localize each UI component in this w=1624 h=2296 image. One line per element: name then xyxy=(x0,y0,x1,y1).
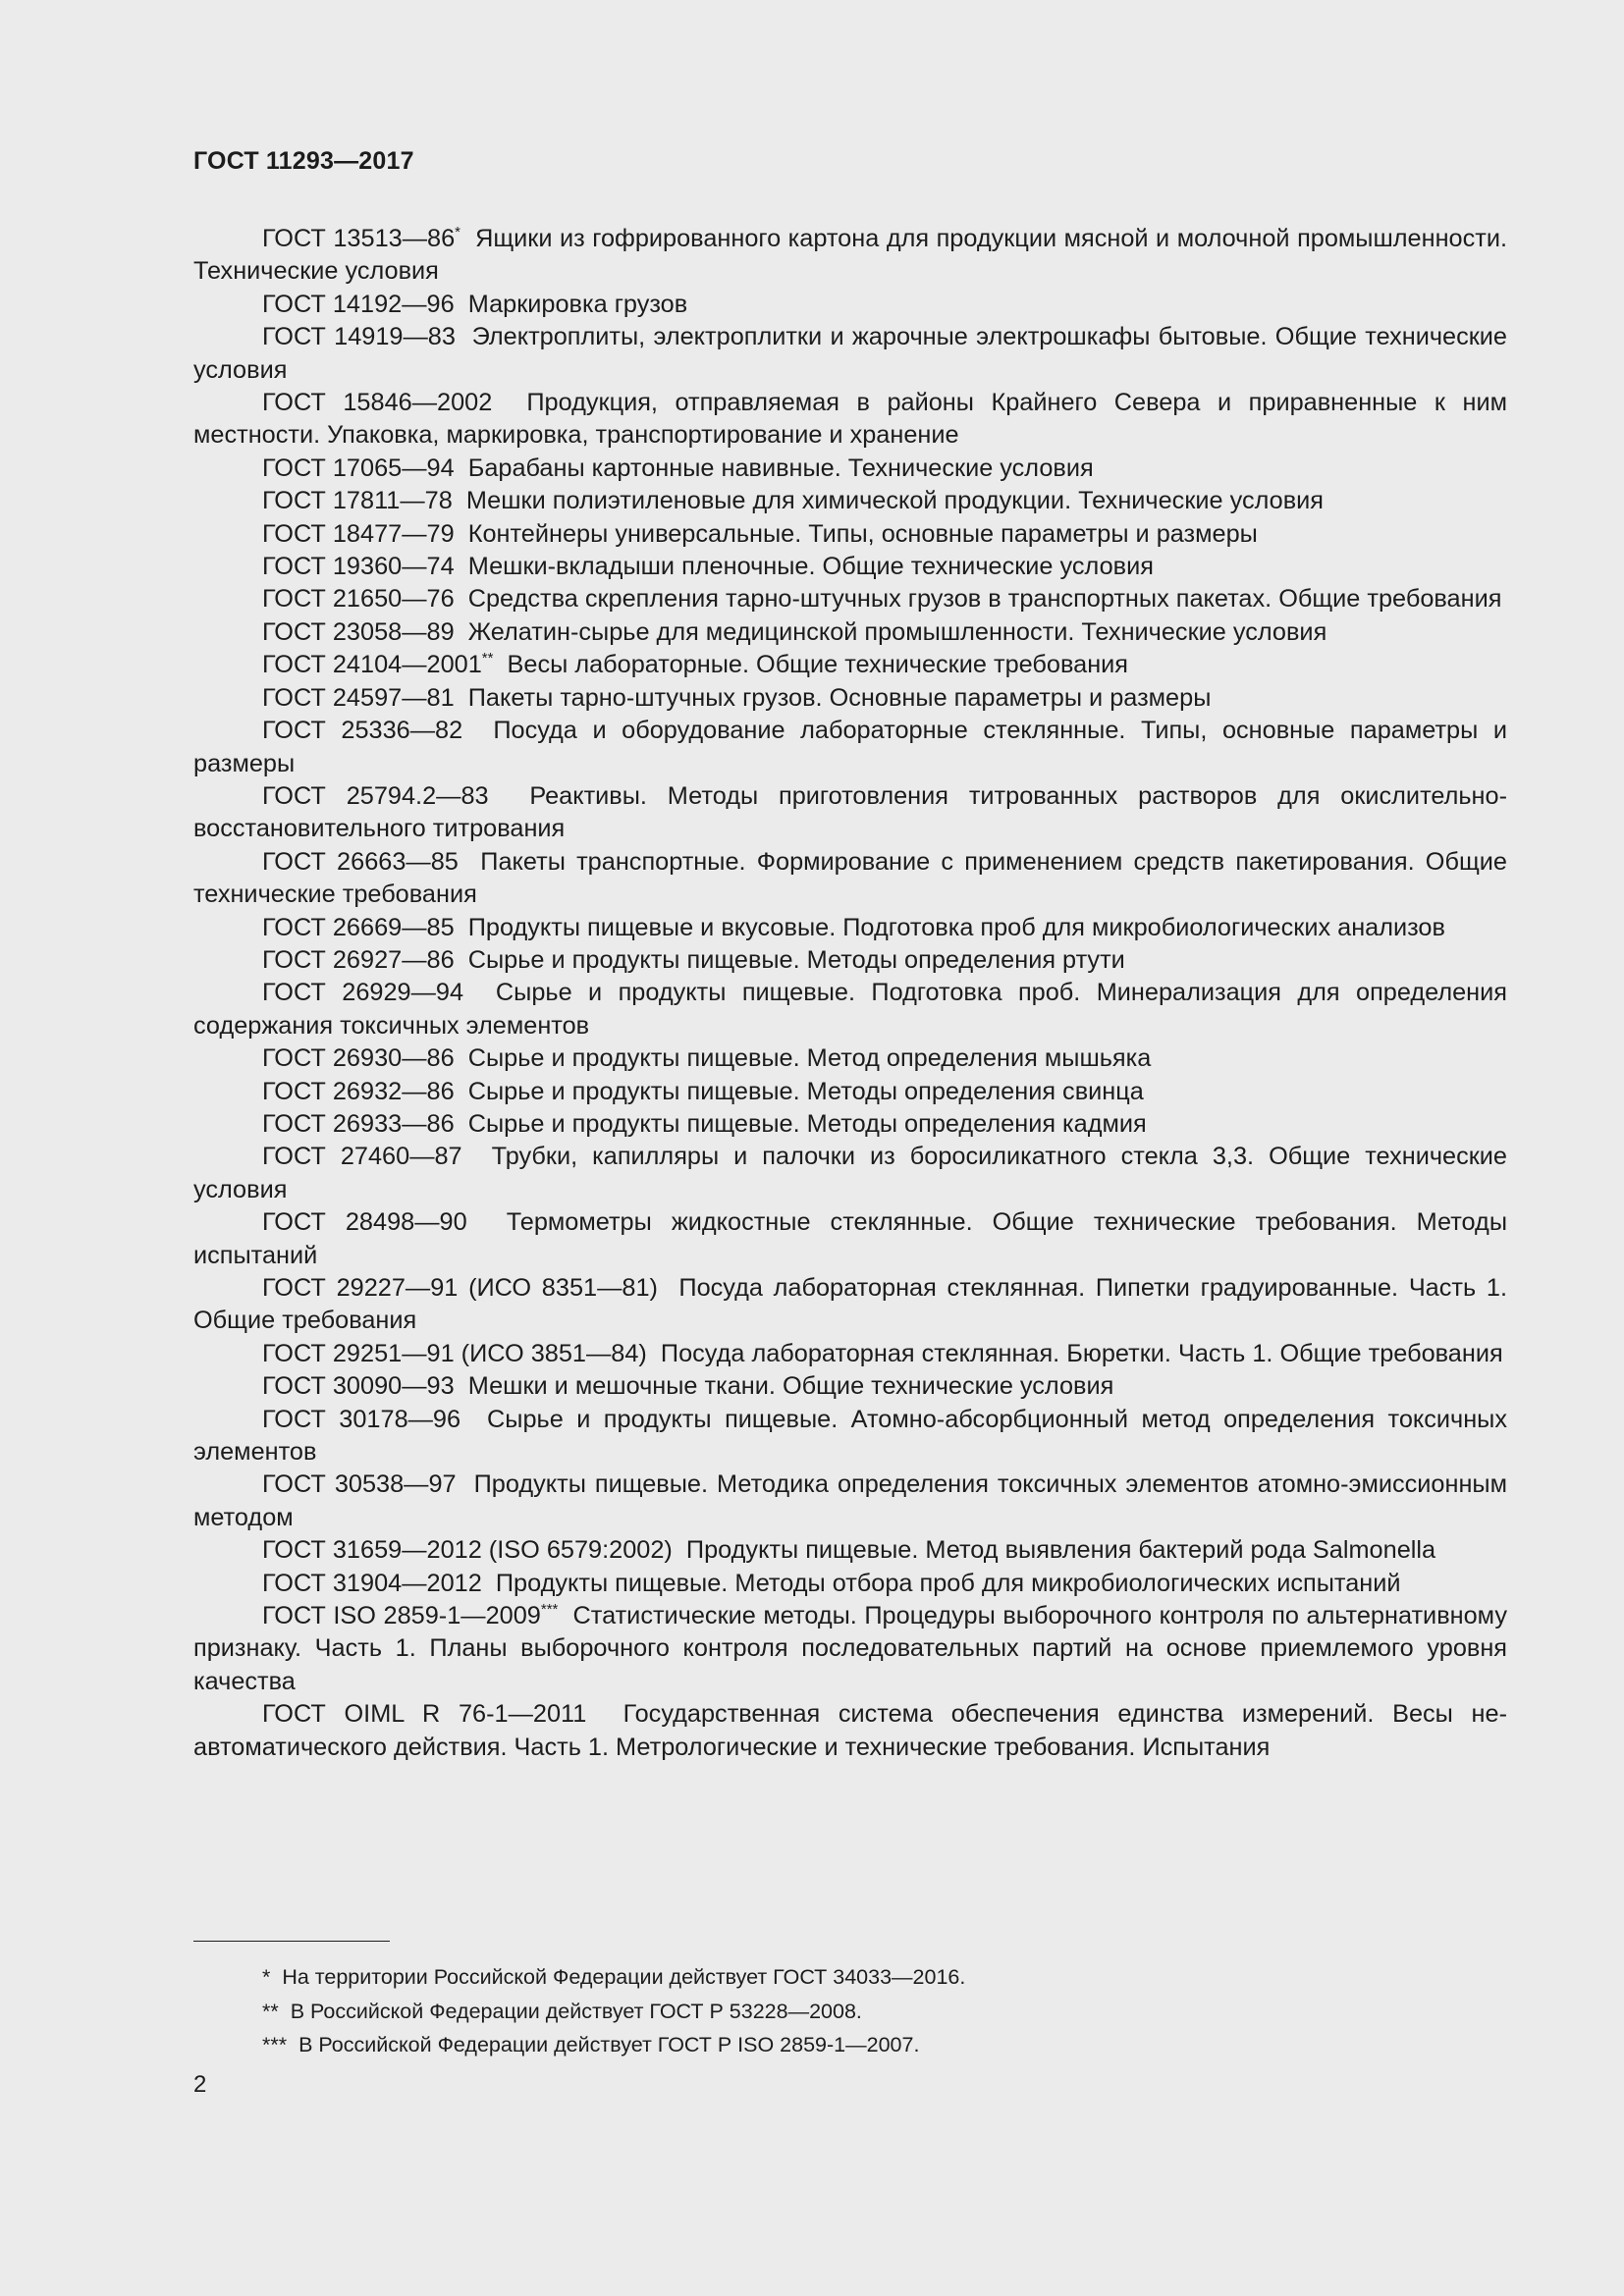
reference-code: ГОСТ 29227—91 (ИСО 8351—81) xyxy=(262,1274,658,1302)
reference-title: Трубки, капилляры и палочки из боросиликатного стекла 3,3. Общие технические условия xyxy=(193,1143,1507,1203)
reference-code: ГОСТ 24597—81 xyxy=(262,683,455,712)
reference-item xyxy=(193,1600,1507,1698)
reference-item xyxy=(193,289,1507,321)
document-code-header: ГОСТ 11293—2017 xyxy=(193,147,414,175)
reference-code: ГОСТ 31659—2012 (ISO 6579:2002) xyxy=(262,1536,673,1565)
reference-code: ГОСТ 23058—89 xyxy=(262,617,455,646)
reference-title: Барабаны картонные навивные. Технические условия xyxy=(467,454,1094,482)
reference-code: ГОСТ 25336—82 xyxy=(262,717,463,745)
reference-item xyxy=(193,977,1507,1042)
reference-title: Сырье и продукты пищевые. Методы определения свинца xyxy=(467,1077,1144,1105)
reference-code: ГОСТ 17065—94 xyxy=(262,454,455,482)
footnote-mark: * xyxy=(262,1965,271,1989)
footnote-item xyxy=(262,2028,1499,2062)
reference-title: Посуда лабораторная стеклянная. Бюретки. Часть 1. Общие требования xyxy=(660,1339,1503,1367)
footnote-item xyxy=(262,1960,1499,1995)
reference-title: Сырье и продукты пищевые. Методы определения кадмия xyxy=(467,1109,1147,1138)
reference-item xyxy=(193,453,1507,485)
footnote-mark: *** xyxy=(262,2033,288,2056)
reference-item xyxy=(193,223,1507,289)
reference-code: ГОСТ 26930—86 xyxy=(262,1044,455,1073)
reference-item xyxy=(193,1404,1507,1469)
reference-item xyxy=(193,583,1507,615)
reference-item xyxy=(193,715,1507,780)
reference-code: ГОСТ 29251—91 (ИСО 3851—84) xyxy=(262,1339,647,1367)
reference-title: Желатин-сырье для медицинской промышленности. Технические условия xyxy=(467,617,1327,646)
reference-title: Пакеты тарно-штучных грузов. Основные параметры и размеры xyxy=(467,683,1212,712)
reference-title: Сырье и продукты пищевые. Метод определения мышьяка xyxy=(467,1044,1152,1073)
reference-code: ГОСТ 27460—87 xyxy=(262,1143,462,1171)
footnote-item xyxy=(262,1995,1499,2029)
reference-code: ГОСТ 26929—94 xyxy=(262,979,464,1007)
footnote-mark: ** xyxy=(262,1999,279,2023)
reference-code: ГОСТ 30090—93 xyxy=(262,1372,455,1401)
reference-title: Пакеты транспортные. Формирование с применением средств пакетирования. Общие технические требования xyxy=(193,847,1507,909)
reference-code: ГОСТ 14919—83 xyxy=(262,323,456,351)
reference-item xyxy=(193,1141,1507,1206)
reference-title: Сырье и продукты пищевые. Подготовка проб. Минерализация для определения содержания токсичных элементов xyxy=(193,979,1507,1040)
footnote-mark: *** xyxy=(540,1600,559,1618)
reference-code: ГОСТ 26933—86 xyxy=(262,1109,455,1138)
reference-item xyxy=(193,518,1507,551)
reference-title: Термометры жидкостные стеклянные. Общие технические требования. Методы испытаний xyxy=(193,1208,1508,1269)
reference-code: ГОСТ 24104—2001 xyxy=(262,651,482,679)
reference-title: Мешки и мешочные ткани. Общие технические условия xyxy=(467,1372,1114,1401)
reference-item xyxy=(193,944,1507,977)
reference-code: ГОСТ ISO 2859-1—2009 xyxy=(262,1602,541,1630)
reference-item xyxy=(193,846,1507,912)
footnote-divider xyxy=(193,1941,390,1942)
footnote-text: В Российской Федерации действует ГОСТ Р 53228—2008. xyxy=(290,1999,862,2023)
reference-code: ГОСТ OIML R 76-1—2011 xyxy=(262,1700,587,1729)
reference-item xyxy=(193,1468,1507,1534)
reference-title: Продукты пищевые. Метод выявления бактерий рода Salmonella xyxy=(685,1536,1436,1565)
reference-code: ГОСТ 18477—79 xyxy=(262,519,455,548)
reference-item xyxy=(193,649,1507,681)
reference-code: ГОСТ 26927—86 xyxy=(262,945,455,974)
footnote-text: На территории Российской Федерации действует ГОСТ 34033—2016. xyxy=(282,1965,966,1989)
reference-title: Мешки-вкладыши пленочные. Общие технические условия xyxy=(467,553,1154,581)
reference-item xyxy=(193,682,1507,715)
reference-title: Сырье и продукты пищевые. Методы определения ртути xyxy=(467,945,1125,974)
reference-code: ГОСТ 13513—86 xyxy=(262,225,456,252)
normative-references-list xyxy=(193,223,1507,1764)
reference-title: Средства скрепления тарно-штучных грузов в транспортных пакетах. Общие требования xyxy=(467,585,1502,614)
reference-code: ГОСТ 30538—97 xyxy=(262,1470,457,1499)
reference-item xyxy=(193,551,1507,583)
reference-item xyxy=(193,1338,1507,1370)
reference-title: Реактивы. Методы приготовления титрованных растворов для окислительно-восстановительного титрования xyxy=(193,781,1507,843)
reference-title: Электроплиты, электроплитки и жарочные электрошкафы бытовые. Общие технические условия xyxy=(193,323,1507,384)
reference-item xyxy=(193,1206,1507,1272)
reference-item xyxy=(193,485,1507,517)
page-number: 2 xyxy=(193,2071,207,2098)
reference-code: ГОСТ 17811—78 xyxy=(262,487,453,515)
footnote-mark: ** xyxy=(481,649,494,667)
reference-title: Статистические методы. Процедуры выборочного контроля по альтернативному признаку. Часть 1. Планы выборочного контроля последовательных партий на основе приемлемого уровня качества xyxy=(193,1602,1507,1695)
reference-item xyxy=(193,1568,1507,1600)
reference-code: ГОСТ 26663—85 xyxy=(262,847,459,876)
reference-title: Продукты пищевые. Методы отбора проб для микробиологических испытаний xyxy=(495,1569,1401,1597)
reference-code: ГОСТ 25794.2—83 xyxy=(262,781,489,810)
reference-title: Государственная система обеспечения единства измерений. Весы неавтоматического действия. Часть 1. Метрологические и технические требования. Испытания xyxy=(193,1700,1507,1761)
reference-item xyxy=(193,1698,1507,1764)
reference-code: ГОСТ 14192—96 xyxy=(262,290,455,318)
reference-title: Посуда лабораторная стеклянная. Пипетки градуированные. Часть 1. Общие требования xyxy=(193,1274,1507,1335)
reference-item xyxy=(193,1042,1507,1075)
reference-code: ГОСТ 26669—85 xyxy=(262,913,455,941)
reference-item xyxy=(193,1370,1507,1403)
footnotes-list xyxy=(262,1960,1499,2062)
reference-item xyxy=(193,1272,1507,1338)
reference-title: Продукты пищевые. Методика определения токсичных элементов атомно-эмиссионным методом xyxy=(193,1470,1507,1531)
reference-title: Продукты пищевые и вкусовые. Подготовка проб для микробиологических анализов xyxy=(467,913,1445,941)
reference-title: Мешки полиэтиленовые для химической продукции. Технические условия xyxy=(465,487,1325,515)
footnote-text: В Российской Федерации действует ГОСТ Р ISO 2859-1—2007. xyxy=(298,2033,920,2056)
reference-code: ГОСТ 31904—2012 xyxy=(262,1569,482,1597)
reference-title: Ящики из гофрированного картона для продукции мясной и молочной промышленности. Технические условия xyxy=(193,225,1507,286)
reference-item xyxy=(193,387,1507,453)
reference-item xyxy=(193,321,1507,387)
reference-code: ГОСТ 26932—86 xyxy=(262,1077,455,1105)
reference-title: Весы лабораторные. Общие технические требования xyxy=(507,651,1129,679)
reference-code: ГОСТ 21650—76 xyxy=(262,585,455,614)
footnote-mark: * xyxy=(455,223,460,240)
reference-code: ГОСТ 30178—96 xyxy=(262,1405,461,1433)
reference-title: Сырье и продукты пищевые. Атомно-абсорбционный метод определения токсичных элементов xyxy=(193,1405,1507,1467)
reference-code: ГОСТ 19360—74 xyxy=(262,553,455,581)
reference-item xyxy=(193,780,1507,846)
reference-title: Продукция, отправляемая в районы Крайнего Севера и приравненные к ним местности. Упаковка, маркировка, транспортирование и хранение xyxy=(193,389,1507,450)
reference-code: ГОСТ 28498—90 xyxy=(262,1208,467,1237)
reference-title: Контейнеры универсальные. Типы, основные параметры и размеры xyxy=(467,519,1258,548)
reference-item xyxy=(193,1076,1507,1108)
reference-code: ГОСТ 15846—2002 xyxy=(262,389,493,417)
reference-item xyxy=(193,1108,1507,1141)
reference-title: Посуда и оборудование лабораторные стеклянные. Типы, основные параметры и размеры xyxy=(193,717,1507,777)
reference-item xyxy=(193,912,1507,944)
reference-title: Маркировка грузов xyxy=(467,290,688,318)
reference-item xyxy=(193,1534,1507,1567)
reference-item xyxy=(193,616,1507,649)
